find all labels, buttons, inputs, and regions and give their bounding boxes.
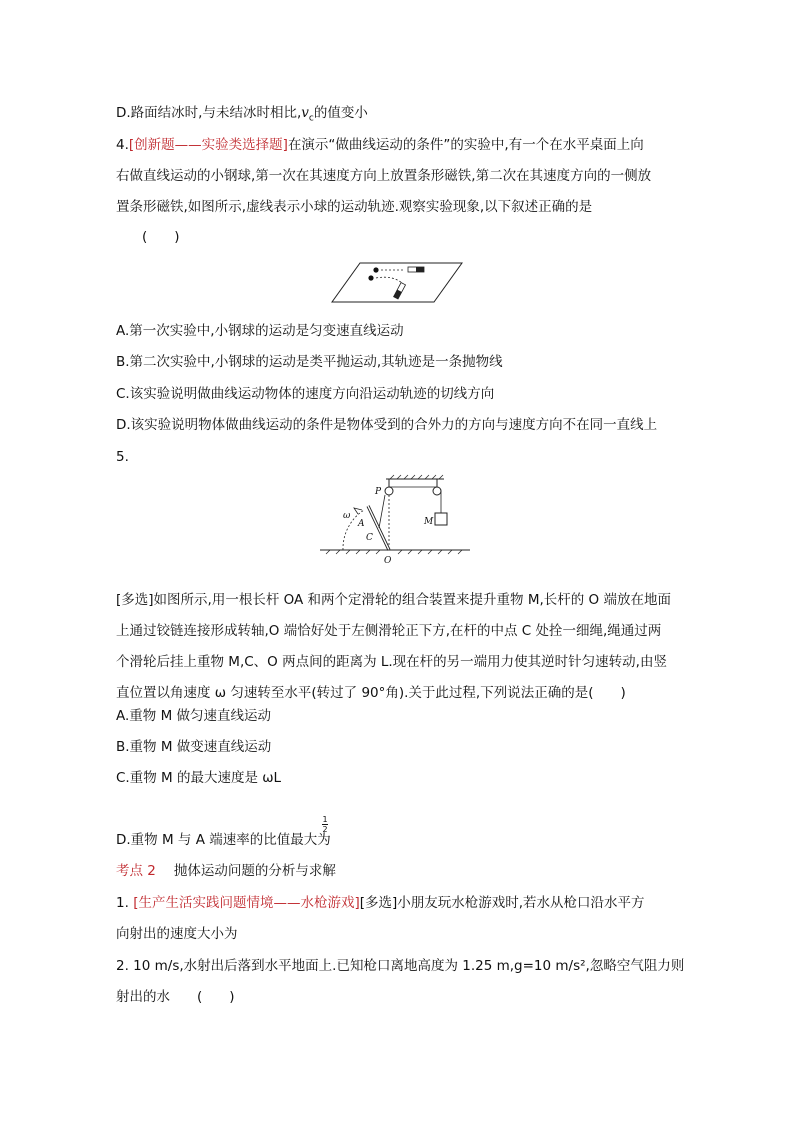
p2-stem-line-1: 2. 10 m/s,水射出后落到水平地面上.已知枪口离地高度为 1.25 m,g=10 m/s²,忽略空气阻力则 <box>116 958 685 974</box>
p2-stem-line-2: 射出的水 ( ) <box>116 989 235 1005</box>
q4-option-d: D.该实验说明物体做曲线运动的条件是物体受到的合外力的方向与速度方向不在同一直线上 <box>116 417 658 433</box>
q5-option-d: D.重物 M 与 A 端速率的比值最大为 <box>116 832 331 848</box>
section-heading: 考点 2 抛体运动问题的分析与求解 <box>116 863 336 879</box>
fraction-half: 1 2 <box>322 815 328 834</box>
q5-stem-line-3: 个滑轮后挂上重物 M,C、O 两点间的距离为 L.现在杆的另一端用力使其逆时针匀速转动,由竖 <box>116 654 667 670</box>
p1-stem-line-1: 1. [生产生活实践问题情境——水枪游戏][多选]小朋友玩水枪游戏时,若水从枪口沿水平方 <box>116 895 645 911</box>
q4-option-c: C.该实验说明做曲线运动物体的速度方向沿运动轨迹的切线方向 <box>116 386 495 402</box>
q4-stem-line-3: 置条形磁铁,如图所示,虚线表示小球的运动轨迹.观察实验现象,以下叙述正确的是 <box>116 199 593 215</box>
q4-option-b: B.第二次实验中,小钢球的运动是类平抛运动,其轨迹是一条抛物线 <box>116 354 503 370</box>
q5-stem-line-2: 上通过铰链连接形成转轴,O 端恰好处于左侧滑轮正下方,在杆的中点 C 处拴一细绳,绳通过两 <box>116 623 662 639</box>
q4-stem-line-2: 右做直线运动的小钢球,第一次在其速度方向上放置条形磁铁,第二次在其速度方向的一侧放 <box>116 168 652 184</box>
label-omega: ω <box>343 511 351 521</box>
q5-number: 5. <box>116 449 129 465</box>
q4-tag: [创新题——实验类选择题] <box>128 137 288 153</box>
q4-table-magnet-figure <box>330 258 464 304</box>
label-p: P <box>375 487 382 497</box>
q4-option-a: A.第一次实验中,小钢球的运动是匀变速直线运动 <box>116 323 404 339</box>
q5-stem-line-4: 直位置以角速度 ω 匀速转至水平(转过了 90°角).关于此过程,下列说法正确的是( ) <box>116 685 626 701</box>
q4-answer-blank: ( ) <box>142 229 180 245</box>
q4-stem-line-1: 4.[创新题——实验类选择题]在演示“做曲线运动的条件”的实验中,有一个在水平桌面上向 <box>116 137 644 153</box>
q5-option-b: B.重物 M 做变速直线运动 <box>116 739 272 755</box>
label-a: A <box>358 519 365 529</box>
q5-stem-line-1: [多选]如图所示,用一根长杆 OA 和两个定滑轮的组合装置来提升重物 M,长杆的 O 端放在地面 <box>116 592 671 608</box>
q3-option-d: D.路面结冰时,与未结冰时相比$,v_c$的值变小 <box>116 105 368 124</box>
label-o: O <box>384 556 392 566</box>
label-c: C <box>366 533 373 543</box>
q5-option-a: A.重物 M 做匀速直线运动 <box>116 708 272 724</box>
p1-stem-line-2: 向射出的速度大小为 <box>116 926 238 942</box>
label-m: M <box>424 517 434 527</box>
q5-option-c: C.重物 M 的最大速度是 ωL <box>116 770 282 786</box>
q5-pulley-figure <box>318 474 474 566</box>
p1-tag: [生产生活实践问题情境——水枪游戏] <box>133 895 360 911</box>
